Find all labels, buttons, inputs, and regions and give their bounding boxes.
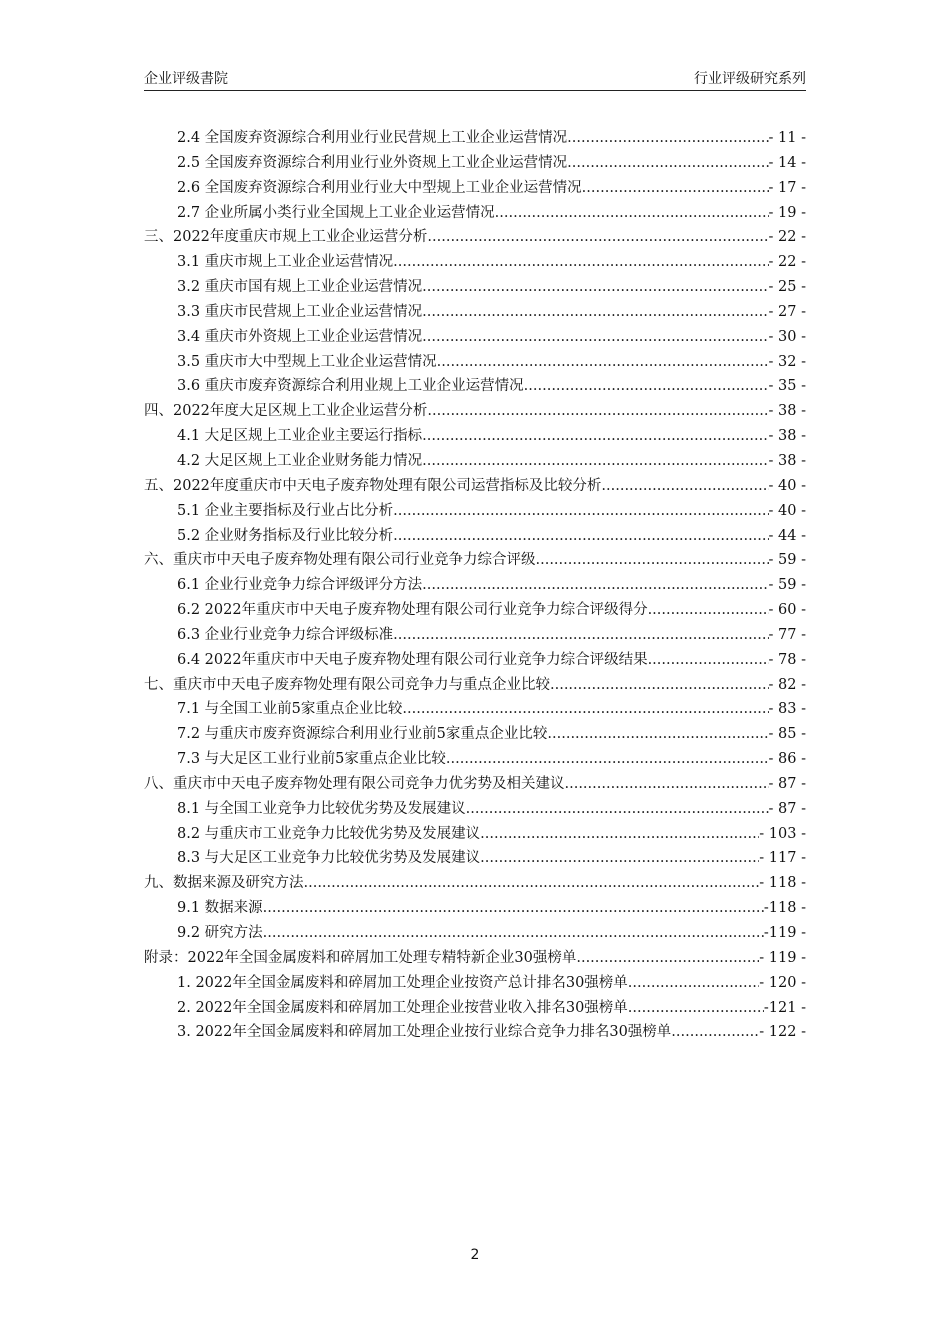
toc-subsection-entry[interactable] — [144, 747, 806, 772]
toc-dot-leader — [437, 350, 769, 375]
toc-entry-page: - 86 - — [768, 751, 806, 768]
toc-dot-leader — [565, 772, 769, 797]
toc-entry-page: - 117 - — [759, 850, 806, 867]
toc-entry-title: 附录：2022年全国金属废料和碎屑加工处理专精特新企业30强榜单 — [144, 949, 577, 966]
toc-entry-page: - 22 - — [768, 254, 806, 271]
toc-entry-title: 8.3 与大足区工业竞争力比较优劣势及发展建议 — [177, 850, 481, 867]
toc-entry-title: 7.1 与全国工业前5家重点企业比较 — [177, 701, 403, 718]
toc-dot-leader — [427, 225, 768, 250]
toc-entry-title: 2.6 全国废弃资源综合利用业行业大中型规上工业企业运营情况 — [177, 179, 582, 196]
toc-entry-page: - 103 - — [759, 825, 806, 842]
toc-entry-title: 九、数据来源及研究方法 — [144, 875, 304, 892]
toc-entry-title: 八、重庆市中天电子废弃物处理有限公司竞争力优劣势及相关建议 — [144, 775, 565, 792]
toc-section-entry[interactable] — [144, 225, 806, 250]
toc-subsection-entry[interactable] — [144, 300, 806, 325]
toc-section-entry[interactable] — [144, 673, 806, 698]
toc-entry-title: 3.5 重庆市大中型规上工业企业运营情况 — [177, 353, 437, 370]
toc-entry-title: 6.2 2022年重庆市中天电子废弃物处理有限公司行业竞争力综合评级得分 — [177, 602, 648, 619]
toc-entry-title: 2. 2022年全国金属废料和碎屑加工处理企业按营业收入排名30强榜单 — [177, 999, 628, 1016]
toc-dot-leader — [446, 747, 769, 772]
toc-subsection-entry[interactable] — [144, 573, 806, 598]
toc-entry-title: 2.4 全国废弃资源综合利用业行业民营规上工业企业运营情况 — [177, 130, 568, 146]
toc-section-entry[interactable] — [144, 548, 806, 573]
toc-subsection-entry[interactable] — [144, 598, 806, 623]
toc-dot-leader — [304, 871, 760, 896]
toc-dot-leader — [671, 1020, 759, 1045]
toc-entry-title: 三、2022年度重庆市规上工业企业运营分析 — [144, 229, 428, 246]
toc-dot-leader — [393, 524, 768, 549]
toc-entry-page: - 82 - — [768, 676, 806, 693]
toc-subsection-entry[interactable] — [144, 896, 806, 921]
toc-entry-page: - 25 - — [768, 279, 806, 296]
toc-entry-title: 2.7 企业所属小类行业全国规上工业企业运营情况 — [177, 204, 495, 221]
toc-entry-title: 8.1 与全国工业竞争力比较优劣势及发展建议 — [177, 800, 466, 817]
toc-dot-leader — [536, 548, 769, 573]
toc-entry-page: - 59 - — [768, 552, 806, 569]
toc-entry-title: 五、2022年度重庆市中天电子废弃物处理有限公司运营指标及比较分析 — [144, 477, 602, 494]
toc-dot-leader — [422, 424, 768, 449]
toc-entry-title: 四、2022年度大足区规上工业企业运营分析 — [144, 403, 428, 420]
toc-entry-page: -121 - — [763, 999, 806, 1016]
toc-dot-leader — [547, 722, 768, 747]
toc-dot-leader — [422, 325, 768, 350]
toc-subsection-entry[interactable] — [144, 822, 806, 847]
toc-dot-leader — [393, 623, 768, 648]
toc-subsection-entry[interactable] — [144, 697, 806, 722]
toc-entry-page: - 17 - — [768, 179, 806, 196]
toc-subsection-entry[interactable] — [144, 996, 806, 1021]
toc-dot-leader — [480, 846, 759, 871]
toc-entry-page: - 32 - — [768, 353, 806, 370]
header-right-title: 行业评级研究系列 — [694, 71, 806, 87]
toc-subsection-entry[interactable] — [144, 374, 806, 399]
toc-entry-page: - 11 - — [768, 130, 806, 146]
toc-entry-title: 9.1 数据来源 — [177, 900, 263, 917]
toc-subsection-entry[interactable] — [144, 722, 806, 747]
toc-subsection-entry[interactable] — [144, 797, 806, 822]
toc-entry-page: - 120 - — [759, 974, 806, 991]
toc-subsection-entry[interactable] — [144, 623, 806, 648]
toc-entry-title: 4.2 大足区规上工业企业财务能力情况 — [177, 452, 423, 469]
toc-entry-page: - 35 - — [768, 378, 806, 395]
toc-entry-page: - 59 - — [768, 577, 806, 594]
toc-entry-page: - 38 - — [768, 403, 806, 420]
toc-dot-leader — [567, 126, 768, 151]
toc-entry-page: - 38 - — [768, 428, 806, 445]
toc-dot-leader — [495, 201, 769, 226]
toc-dot-leader — [480, 822, 759, 847]
toc-entry-page: - 27 - — [768, 303, 806, 320]
toc-entry-page: - 119 - — [759, 949, 806, 966]
toc-dot-leader — [402, 697, 768, 722]
page-number: 2 — [470, 1247, 480, 1263]
toc-entry-page: - 77 - — [768, 626, 806, 643]
toc-entry-title: 3.6 重庆市废弃资源综合利用业规上工业企业运营情况 — [177, 378, 524, 395]
toc-dot-leader — [393, 499, 768, 524]
toc-entry-title: 六、重庆市中天电子废弃物处理有限公司行业竞争力综合评级 — [144, 552, 536, 569]
toc-subsection-entry[interactable] — [144, 648, 806, 673]
toc-subsection-entry[interactable] — [144, 201, 806, 226]
toc-entry-title: 9.2 研究方法 — [177, 925, 263, 941]
table-of-contents — [144, 126, 806, 1045]
toc-subsection-entry[interactable] — [144, 524, 806, 549]
toc-dot-leader — [550, 673, 769, 698]
toc-subsection-entry[interactable] — [144, 176, 806, 201]
toc-entry-page: - 22 - — [768, 229, 806, 246]
toc-entry-page: - 87 - — [768, 775, 806, 792]
toc-section-entry[interactable] — [144, 474, 806, 499]
toc-subsection-entry[interactable] — [144, 424, 806, 449]
toc-entry-page: - 122 - — [759, 1024, 806, 1041]
toc-entry-title: 七、重庆市中天电子废弃物处理有限公司竞争力与重点企业比较 — [144, 676, 550, 693]
toc-entry-title: 7.2 与重庆市废弃资源综合利用业行业前5家重点企业比较 — [177, 726, 548, 743]
toc-entry-title: 1. 2022年全国金属废料和碎屑加工处理企业按资产总计排名30强榜单 — [177, 974, 628, 991]
header-left-title: 企业评级書院 — [144, 71, 228, 87]
toc-entry-page: - 87 - — [768, 800, 806, 817]
toc-entry-page: - 30 - — [768, 328, 806, 345]
toc-entry-title: 3.4 重庆市外资规上工业企业运营情况 — [177, 328, 423, 345]
toc-subsection-entry[interactable] — [144, 325, 806, 350]
toc-subsection-entry[interactable] — [144, 846, 806, 871]
toc-entry-title: 3.2 重庆市国有规上工业企业运营情况 — [177, 279, 423, 296]
toc-entry-title: 6.4 2022年重庆市中天电子废弃物处理有限公司行业竞争力综合评级结果 — [177, 651, 648, 668]
toc-dot-leader — [628, 996, 764, 1021]
toc-entry-page: - 14 - — [768, 154, 806, 171]
toc-entry-page: - 44 - — [768, 527, 806, 544]
toc-dot-leader — [567, 151, 768, 176]
toc-dot-leader — [427, 399, 768, 424]
toc-entry-page: - 83 - — [768, 701, 806, 718]
toc-entry-page: - 19 - — [768, 204, 806, 221]
toc-subsection-entry[interactable] — [144, 449, 806, 474]
toc-dot-leader — [582, 176, 769, 201]
toc-entry-title: 8.2 与重庆市工业竞争力比较优劣势及发展建议 — [177, 825, 481, 842]
toc-dot-leader — [263, 921, 764, 946]
toc-entry-page: - 40 - — [768, 477, 806, 494]
toc-entry-title: 4.1 大足区规上工业企业主要运行指标 — [177, 428, 423, 445]
toc-entry-title: 6.3 企业行业竞争力综合评级标准 — [177, 626, 394, 643]
toc-entry-page: - 38 - — [768, 452, 806, 469]
toc-subsection-entry[interactable] — [144, 921, 806, 946]
toc-dot-leader — [524, 374, 769, 399]
toc-dot-leader — [576, 946, 759, 971]
toc-entry-page: -119 - — [763, 925, 806, 941]
toc-dot-leader — [422, 449, 768, 474]
toc-subsection-entry[interactable] — [144, 1020, 806, 1045]
toc-dot-leader — [422, 275, 768, 300]
toc-entry-page: -118 - — [763, 900, 806, 917]
toc-entry-page: - 60 - — [768, 602, 806, 619]
toc-dot-leader — [648, 648, 769, 673]
toc-subsection-entry[interactable] — [144, 275, 806, 300]
toc-entry-title: 3.1 重庆市规上工业企业运营情况 — [177, 254, 394, 271]
toc-dot-leader — [422, 300, 768, 325]
toc-entry-page: - 118 - — [759, 875, 806, 892]
toc-dot-leader — [628, 971, 760, 996]
toc-entry-title: 7.3 与大足区工业行业前5家重点企业比较 — [177, 751, 446, 768]
toc-section-entry[interactable] — [144, 946, 806, 971]
toc-subsection-entry[interactable] — [144, 971, 806, 996]
toc-entry-title: 5.1 企业主要指标及行业占比分析 — [177, 502, 394, 519]
toc-entry-page: - 85 - — [768, 726, 806, 743]
toc-subsection-entry[interactable] — [144, 350, 806, 375]
toc-dot-leader — [466, 797, 769, 822]
toc-subsection-entry[interactable] — [144, 499, 806, 524]
toc-dot-leader — [263, 896, 764, 921]
toc-entry-title: 3. 2022年全国金属废料和碎屑加工处理企业按行业综合竞争力排名30强榜单 — [177, 1024, 672, 1041]
toc-subsection-entry[interactable] — [144, 126, 806, 151]
toc-entry-title: 2.5 全国废弃资源综合利用业行业外资规上工业企业运营情况 — [177, 154, 568, 171]
toc-entry-title: 6.1 企业行业竞争力综合评级评分方法 — [177, 577, 423, 594]
toc-dot-leader — [601, 474, 768, 499]
toc-section-entry[interactable] — [144, 399, 806, 424]
toc-dot-leader — [422, 573, 768, 598]
toc-dot-leader — [393, 250, 768, 275]
toc-subsection-entry[interactable] — [144, 151, 806, 176]
toc-entry-page: - 40 - — [768, 502, 806, 519]
toc-entry-page: - 78 - — [768, 651, 806, 668]
toc-entry-title: 5.2 企业财务指标及行业比较分析 — [177, 527, 394, 544]
toc-subsection-entry[interactable] — [144, 250, 806, 275]
toc-entry-title: 3.3 重庆市民营规上工业企业运营情况 — [177, 303, 423, 320]
toc-dot-leader — [648, 598, 769, 623]
page-header — [144, 68, 806, 91]
toc-section-entry[interactable] — [144, 772, 806, 797]
toc-section-entry[interactable] — [144, 871, 806, 896]
